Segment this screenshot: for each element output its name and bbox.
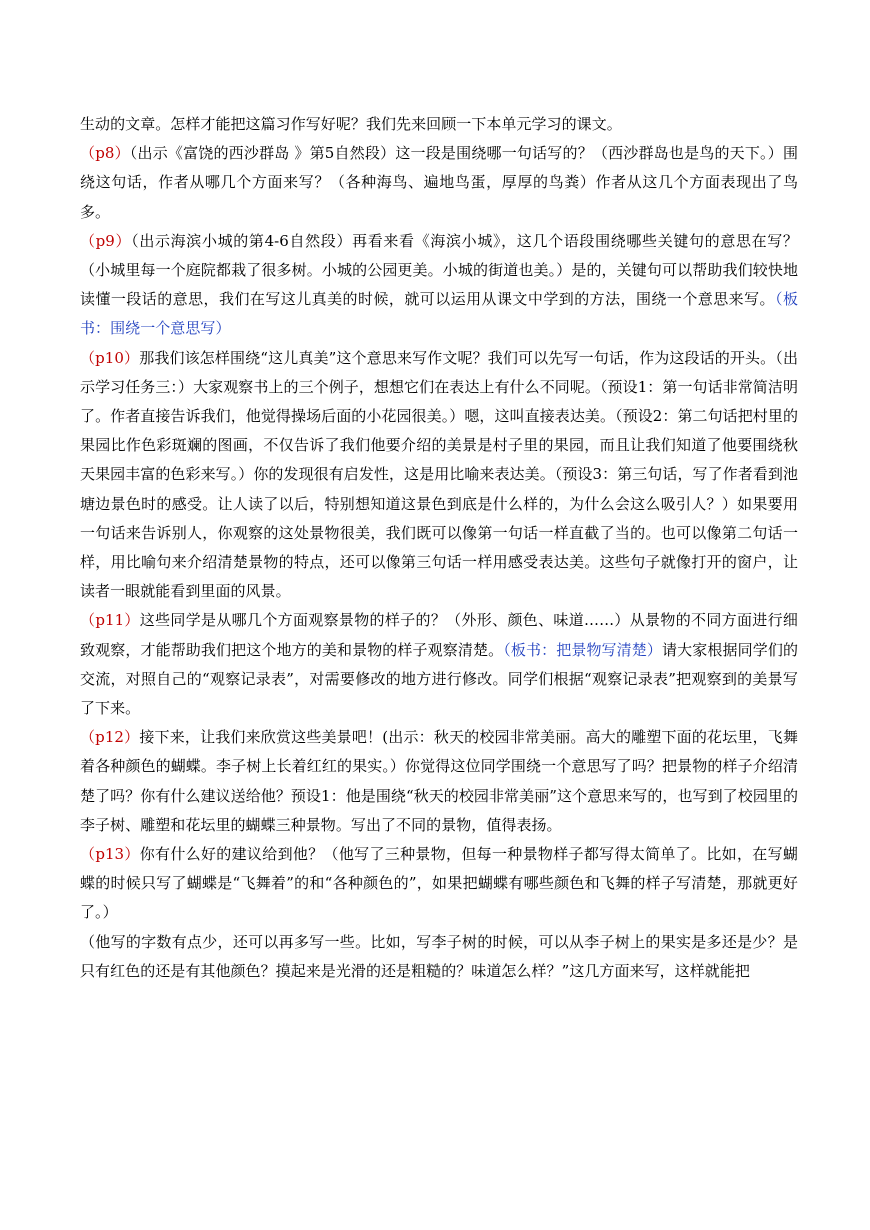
board-note: （板书：把景物写清楚） xyxy=(503,640,663,659)
page-ref-label: （p12） xyxy=(80,728,140,747)
page-ref-label: （p8） xyxy=(80,144,130,163)
paragraph-intro xyxy=(80,110,798,139)
paragraph-p8 xyxy=(80,139,798,227)
paragraph-p10 xyxy=(80,344,798,607)
document-body xyxy=(80,110,798,986)
paragraph-p12 xyxy=(80,723,798,840)
page-ref-label: （p10） xyxy=(80,348,140,367)
paragraph-p13 xyxy=(80,840,798,928)
paragraph-continued xyxy=(80,928,798,986)
paragraph-text: 接下来，让我们来欣赏这些美景吧！(出示：秋天的校园非常美丽。高大的雕塑下面的花坛里，飞舞着各种颜色的蝴蝶。李子树上长着红红的果实。）你觉得这位同学围绕一个意思写了吗？把景物的样子介绍清楚了吗？你有什么建议送给他？预设1：他是围绕“秋天的校园非常美丽”这个意思来写的，也写到了校园里的李子树、雕塑和花坛里的蝴蝶三种景物。写出了不同的景物，值得表扬。 xyxy=(80,728,798,834)
paragraph-text: （出示《富饶的西沙群岛 》第5自然段）这一段是围绕哪一句话写的？（西沙群岛也是鸟的天下。）围绕这句话，作者从哪几个方面来写？（各种海鸟、遍地鸟蛋，厚厚的鸟粪）作者从这几个方面表现出了鸟多。 xyxy=(80,144,798,221)
paragraph-text: 请大家根据同学们的交流，对照自己的“观察记录表”，对需要修改的地方进行修改。同学们根据“观察记录表”把观察到的美景写了下来。 xyxy=(80,640,799,718)
board-note: （板书：围绕一个意思写） xyxy=(80,290,798,338)
paragraph-p9 xyxy=(80,227,798,344)
paragraph-p11 xyxy=(80,606,798,723)
page-ref-label: （p9） xyxy=(80,231,132,250)
paragraph-text: 生动的文章。怎样才能把这篇习作写好呢？我们先来回顾一下本单元学习的课文。 xyxy=(80,115,622,133)
paragraph-text: 你有什么好的建议给到他？（他写了三种景物，但每一种景物样子都写得太简单了。比如，在写蝴蝶的时候只写了蝴蝶是“飞舞着”的和“各种颜色的”，如果把蝴蝶有哪些颜色和飞舞的样子写清楚，那就更好了。） xyxy=(80,845,798,922)
paragraph-text: 那我们该怎样围绕“这儿真美”这个意思来写作文呢？我们可以先写一句话，作为这段话的开头。（出示学习任务三：）大家观察书上的三个例子，想想它们在表达上有什么不同呢。（预设1：第一句话非常简洁明了。作者直接告诉我们，他觉得操场后面的小花园很美。）嗯，这叫直接表达美。（预设2：第二句话把村里的果园比作色彩斑斓的图画，不仅告诉了我们他要介绍的美景是村子里的果园，而且让我们知道了他要围绕秋天果园丰富的色彩来写。）你的发现很有启发性，这是用比喻来表达美。（预设3：第三句话，写了作者看到池塘边景色时的感受。让人读了以后，特别想知道这景色到底是什么样的，为什么会这么吸引人？）如果要用一句话来告诉别人，你观察的这处景物很美，我们既可以像第一句话一样直截了当的。也可以像第二句话一样，用比喻句来介绍清楚景物的特点，还可以像第三句话一样用感受表达美。这些句子就像打开的窗户，让读者一眼就能看到里面的风景。 xyxy=(80,348,798,601)
paragraph-text: （他写的字数有点少，还可以再多写一些。比如，写李子树的时候，可以从李子树上的果实是多还是少？是只有红色的还是有其他颜色？摸起来是光滑的还是粗糙的？味道怎么样？”这几方面来写，这样就能把 xyxy=(80,932,798,980)
page-ref-label: （p13） xyxy=(80,845,140,864)
paragraph-text: 这些同学是从哪几个方面观察景物的样子的？（外形、颜色、味道……）从景物的不同方面进行细致观察，才能帮助我们把这个地方的美和景物的样子观察清楚。 xyxy=(80,611,798,659)
paragraph-text: （出示海滨小城的第4-6自然段）再看来看《海滨小城》，这几个语段围绕哪些关键句的意思在写？（小城里每一个庭院都栽了很多树。小城的公园更美。小城的街道也美。）是的，关键句可以帮助我们较快地读懂一段话的意思，我们在写这儿真美的时候，就可以运用从课文中学到的方法，围绕一个意思来写。 xyxy=(80,231,798,309)
page-ref-label: （p11） xyxy=(80,611,140,630)
